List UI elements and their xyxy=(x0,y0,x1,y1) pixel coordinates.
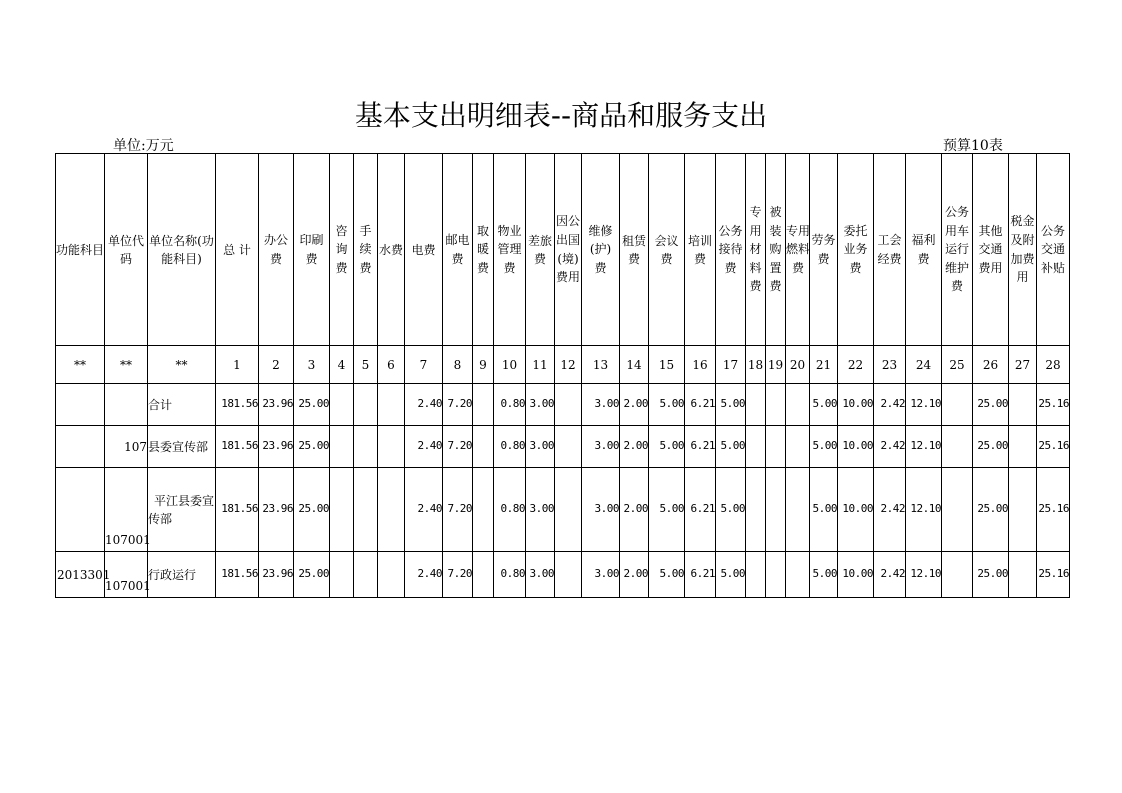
value-cell xyxy=(555,384,582,426)
value-cell: 2.40 xyxy=(405,552,443,598)
value-cell xyxy=(766,384,786,426)
header-cell: 单位代码 xyxy=(105,154,148,346)
value-cell: 10.00 xyxy=(838,384,874,426)
value-cell: 12.10 xyxy=(906,468,942,552)
serial-cell: 7 xyxy=(405,346,443,384)
value-cell: 5.00 xyxy=(649,384,685,426)
value-cell xyxy=(378,468,405,552)
value-cell: 5.00 xyxy=(716,468,746,552)
value-cell: 5.00 xyxy=(810,426,838,468)
value-cell: 3.00 xyxy=(526,468,555,552)
value-cell: 5.00 xyxy=(649,468,685,552)
serial-cell: 11 xyxy=(526,346,555,384)
serial-row xyxy=(56,346,1070,384)
unit-code-cell: 107 xyxy=(105,426,148,468)
expense-table xyxy=(55,153,1070,598)
value-cell: 7.20 xyxy=(443,384,473,426)
serial-cell: 10 xyxy=(494,346,526,384)
header-cell: 委托业务费 xyxy=(838,154,874,346)
unit-name-cell: 县委宣传部 xyxy=(148,426,216,468)
value-cell xyxy=(1009,552,1037,598)
header-row xyxy=(56,154,1070,346)
header-cell: 维修(护)费 xyxy=(582,154,620,346)
header-cell: 被装购置费 xyxy=(766,154,786,346)
value-cell: 6.21 xyxy=(685,384,716,426)
value-cell: 3.00 xyxy=(582,426,620,468)
value-cell xyxy=(786,384,810,426)
value-cell xyxy=(786,552,810,598)
serial-cell: 28 xyxy=(1037,346,1070,384)
header-cell: 取暖费 xyxy=(473,154,494,346)
header-cell: 单位名称(功能科目) xyxy=(148,154,216,346)
value-cell xyxy=(330,426,354,468)
serial-cell: 1 xyxy=(216,346,259,384)
value-cell xyxy=(942,552,973,598)
unit-name-cell: 行政运行 xyxy=(148,552,216,598)
table-number: 预算10表 xyxy=(943,138,1003,154)
value-cell xyxy=(354,384,378,426)
value-cell: 25.00 xyxy=(973,384,1009,426)
serial-cell: 12 xyxy=(555,346,582,384)
header-cell: 工会经费 xyxy=(874,154,906,346)
func-code-cell xyxy=(56,426,105,468)
header-cell: 手续费 xyxy=(354,154,378,346)
value-cell: 5.00 xyxy=(810,552,838,598)
value-cell: 25.00 xyxy=(973,552,1009,598)
value-cell: 12.10 xyxy=(906,384,942,426)
serial-cell: 19 xyxy=(766,346,786,384)
func-code-cell xyxy=(56,384,105,426)
value-cell xyxy=(942,384,973,426)
value-cell: 2.42 xyxy=(874,426,906,468)
value-cell: 6.21 xyxy=(685,426,716,468)
value-cell: 12.10 xyxy=(906,552,942,598)
unit-name-cell: 合计 xyxy=(148,384,216,426)
value-cell xyxy=(555,426,582,468)
value-cell xyxy=(330,468,354,552)
serial-cell: 18 xyxy=(746,346,766,384)
value-cell: 2.40 xyxy=(405,426,443,468)
serial-cell: 13 xyxy=(582,346,620,384)
serial-cell: 6 xyxy=(378,346,405,384)
value-cell: 25.16 xyxy=(1037,384,1070,426)
value-cell: 10.00 xyxy=(838,552,874,598)
serial-cell: 4 xyxy=(330,346,354,384)
table-row xyxy=(56,384,1070,426)
header-cell: 其他交通费用 xyxy=(973,154,1009,346)
serial-cell: 23 xyxy=(874,346,906,384)
serial-cell: 8 xyxy=(443,346,473,384)
value-cell xyxy=(786,468,810,552)
header-cell: 因公出国(境)费用 xyxy=(555,154,582,346)
header-cell: 差旅费 xyxy=(526,154,555,346)
page-title: 基本支出明细表--商品和服务支出 xyxy=(354,99,768,132)
value-cell: 2.42 xyxy=(874,552,906,598)
value-cell: 5.00 xyxy=(810,468,838,552)
value-cell: 181.56 xyxy=(216,552,259,598)
value-cell: 0.80 xyxy=(494,384,526,426)
value-cell: 6.21 xyxy=(685,552,716,598)
serial-cell: 15 xyxy=(649,346,685,384)
value-cell: 2.00 xyxy=(620,384,649,426)
value-cell xyxy=(473,468,494,552)
value-cell xyxy=(378,426,405,468)
header-cell: 邮电费 xyxy=(443,154,473,346)
value-cell: 2.42 xyxy=(874,384,906,426)
header-cell: 专用材料费 xyxy=(746,154,766,346)
table-row xyxy=(56,426,1070,468)
value-cell: 25.00 xyxy=(294,384,330,426)
header-cell: 功能科目 xyxy=(56,154,105,346)
value-cell: 5.00 xyxy=(649,426,685,468)
serial-cell: 2 xyxy=(259,346,294,384)
value-cell xyxy=(555,468,582,552)
value-cell: 10.00 xyxy=(838,426,874,468)
value-cell: 25.00 xyxy=(294,552,330,598)
value-cell xyxy=(942,426,973,468)
func-code-cell: 2013301 xyxy=(56,552,105,598)
value-cell: 2.00 xyxy=(620,468,649,552)
value-cell xyxy=(473,426,494,468)
value-cell: 3.00 xyxy=(582,384,620,426)
serial-cell: 16 xyxy=(685,346,716,384)
value-cell: 181.56 xyxy=(216,384,259,426)
value-cell: 25.16 xyxy=(1037,426,1070,468)
value-cell: 23.96 xyxy=(259,468,294,552)
value-cell: 2.00 xyxy=(620,552,649,598)
value-cell xyxy=(1009,384,1037,426)
value-cell: 25.00 xyxy=(294,426,330,468)
serial-cell: ** xyxy=(105,346,148,384)
header-cell: 咨询费 xyxy=(330,154,354,346)
value-cell: 5.00 xyxy=(716,552,746,598)
serial-cell: 9 xyxy=(473,346,494,384)
func-code-cell xyxy=(56,468,105,552)
value-cell xyxy=(330,552,354,598)
value-cell xyxy=(354,426,378,468)
table-row xyxy=(56,468,1070,552)
header-cell: 总 计 xyxy=(216,154,259,346)
value-cell: 2.00 xyxy=(620,426,649,468)
header-cell: 专用燃料费 xyxy=(786,154,810,346)
value-cell xyxy=(378,552,405,598)
unit-label: 单位:万元 xyxy=(113,138,174,154)
serial-cell: 27 xyxy=(1009,346,1037,384)
header-cell: 租赁费 xyxy=(620,154,649,346)
value-cell xyxy=(330,384,354,426)
serial-cell: 14 xyxy=(620,346,649,384)
value-cell xyxy=(786,426,810,468)
header-cell: 公务交通补贴 xyxy=(1037,154,1070,346)
value-cell: 23.96 xyxy=(259,384,294,426)
header-cell: 物业管理费 xyxy=(494,154,526,346)
value-cell: 3.00 xyxy=(526,384,555,426)
serial-cell: 21 xyxy=(810,346,838,384)
value-cell xyxy=(746,384,766,426)
unit-code-cell: 107001 xyxy=(105,468,148,552)
serial-cell: ** xyxy=(56,346,105,384)
value-cell: 0.80 xyxy=(494,468,526,552)
header-cell: 培训费 xyxy=(685,154,716,346)
header-cell: 印刷费 xyxy=(294,154,330,346)
serial-cell: 22 xyxy=(838,346,874,384)
value-cell: 3.00 xyxy=(582,468,620,552)
value-cell: 25.00 xyxy=(973,468,1009,552)
value-cell: 6.21 xyxy=(685,468,716,552)
value-cell: 2.42 xyxy=(874,468,906,552)
value-cell: 25.16 xyxy=(1037,468,1070,552)
value-cell: 23.96 xyxy=(259,426,294,468)
value-cell xyxy=(746,468,766,552)
value-cell: 2.40 xyxy=(405,384,443,426)
value-cell xyxy=(942,468,973,552)
value-cell: 7.20 xyxy=(443,468,473,552)
header-cell: 电费 xyxy=(405,154,443,346)
value-cell xyxy=(378,384,405,426)
value-cell: 7.20 xyxy=(443,426,473,468)
value-cell: 5.00 xyxy=(810,384,838,426)
value-cell: 5.00 xyxy=(716,426,746,468)
value-cell: 181.56 xyxy=(216,426,259,468)
value-cell: 25.00 xyxy=(973,426,1009,468)
table-row xyxy=(56,552,1070,598)
header-cell: 税金及附加费用 xyxy=(1009,154,1037,346)
value-cell: 25.00 xyxy=(294,468,330,552)
header-cell: 办公费 xyxy=(259,154,294,346)
value-cell xyxy=(555,552,582,598)
value-cell xyxy=(354,552,378,598)
serial-cell: ** xyxy=(148,346,216,384)
value-cell: 5.00 xyxy=(716,384,746,426)
value-cell xyxy=(766,552,786,598)
value-cell: 0.80 xyxy=(494,426,526,468)
value-cell xyxy=(473,552,494,598)
unit-code-cell: 107001 xyxy=(105,552,148,598)
value-cell: 10.00 xyxy=(838,468,874,552)
header-cell: 会议费 xyxy=(649,154,685,346)
header-cell: 劳务费 xyxy=(810,154,838,346)
serial-cell: 17 xyxy=(716,346,746,384)
value-cell: 25.16 xyxy=(1037,552,1070,598)
value-cell xyxy=(473,384,494,426)
value-cell: 3.00 xyxy=(582,552,620,598)
serial-cell: 20 xyxy=(786,346,810,384)
value-cell xyxy=(1009,468,1037,552)
value-cell xyxy=(354,468,378,552)
value-cell: 181.56 xyxy=(216,468,259,552)
header-cell: 福利费 xyxy=(906,154,942,346)
serial-cell: 24 xyxy=(906,346,942,384)
unit-code-cell xyxy=(105,384,148,426)
value-cell: 3.00 xyxy=(526,426,555,468)
header-cell: 水费 xyxy=(378,154,405,346)
value-cell: 3.00 xyxy=(526,552,555,598)
value-cell: 5.00 xyxy=(649,552,685,598)
value-cell xyxy=(766,426,786,468)
value-cell: 2.40 xyxy=(405,468,443,552)
value-cell: 23.96 xyxy=(259,552,294,598)
value-cell xyxy=(766,468,786,552)
header-cell: 公务接待费 xyxy=(716,154,746,346)
value-cell xyxy=(746,426,766,468)
value-cell xyxy=(746,552,766,598)
value-cell xyxy=(1009,426,1037,468)
serial-cell: 5 xyxy=(354,346,378,384)
unit-name-cell: 平江县委宣传部 xyxy=(148,468,216,552)
value-cell: 7.20 xyxy=(443,552,473,598)
serial-cell: 25 xyxy=(942,346,973,384)
value-cell: 12.10 xyxy=(906,426,942,468)
header-cell: 公务用车运行维护费 xyxy=(942,154,973,346)
serial-cell: 3 xyxy=(294,346,330,384)
value-cell: 0.80 xyxy=(494,552,526,598)
serial-cell: 26 xyxy=(973,346,1009,384)
